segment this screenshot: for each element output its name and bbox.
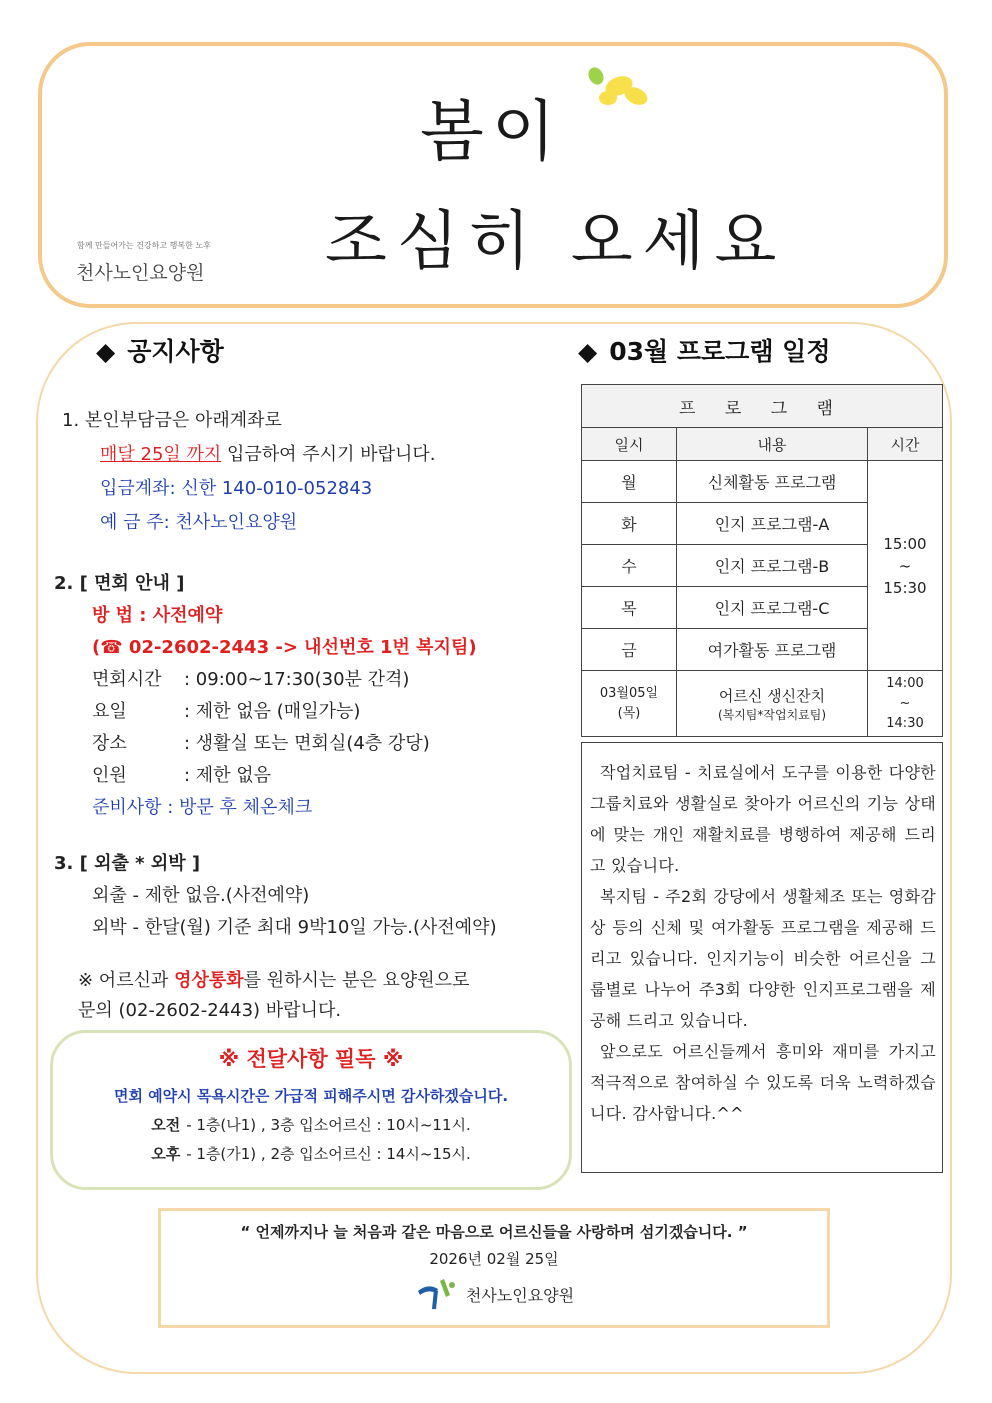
program-table-title: 프 로 그 램 xyxy=(582,385,943,428)
visit-method: 방 법 : 사전예약 xyxy=(92,605,223,626)
butterfly-icon xyxy=(584,62,654,112)
org-name: 천사노인요양원 xyxy=(76,262,205,284)
footer-logo: 천사노인요양원 xyxy=(161,1277,827,1311)
program-heading: ◆ 03월 프로그램 일정 xyxy=(578,337,831,366)
visit-row: 면회시간 : 09:00~17:30(30분 간격) xyxy=(92,669,410,690)
payment-line: 1. 본인부담금은 아래계좌로 xyxy=(62,410,282,431)
org-logo-icon xyxy=(414,1277,460,1311)
visit-phone: (☎ 02-2602-2443 -> 내선번호 1번 복지팀) xyxy=(92,637,477,658)
bath-time-pm: 오후 - 1층(가1) , 2층 입소어르신 : 14시~15시. xyxy=(151,1145,471,1163)
payment-deadline: 매달 25일 까지 입금하여 주시기 바랍니다. xyxy=(100,444,436,465)
program-table xyxy=(581,384,943,737)
delivery-notice-box xyxy=(50,1030,572,1190)
banner-title-line2: 조심히 오세요 xyxy=(325,205,787,279)
visit-row: 장소 : 생활실 또는 면회실(4층 강당) xyxy=(92,733,430,754)
diamond-icon: ◆ xyxy=(96,337,116,366)
account-holder: 예 금 주: 천사노인요양원 xyxy=(100,512,298,533)
notice-heading: ◆ 공지사항 xyxy=(96,337,224,366)
footer-box xyxy=(158,1208,830,1328)
notice-item-2 xyxy=(54,568,574,824)
video-call-note: ※ 어르신과 영상통화를 원하시는 분은 요양원으로 문의 (02-2602-2443) 바랍니다. xyxy=(78,970,470,1021)
banner-title-line1: 봄이 xyxy=(420,93,564,170)
table-row: 금 여가활동 프로그램 xyxy=(582,629,943,671)
table-row: 수 인지 프로그램-B xyxy=(582,545,943,587)
outing-title: 3. [ 외출 * 외박 ] xyxy=(54,853,201,874)
col-day: 일시 xyxy=(582,428,677,461)
desc-welfare: 복지팀 - 주2회 강당에서 생활체조 또는 영화감상 등의 신체 및 여가활동 프로그램을 제공해 드리고 있습니다. 인지기능이 비슷한 어르신을 그룹별로 나누어 주3회 다양한 인지프로그램을 제공해 드리고 있습니다. xyxy=(590,887,936,1030)
col-time: 시간 xyxy=(868,428,943,461)
notice-item-3 xyxy=(54,848,574,944)
diamond-icon: ◆ xyxy=(578,337,598,366)
desc-closing: 앞으로도 어르신들께서 흥미와 재미를 가지고 적극적으로 참여하실 수 있도록 더욱 노력하겠습니다. 감사합니다.^^ xyxy=(590,1042,936,1123)
weekly-time: 15:00 ~ 15:30 xyxy=(868,461,943,671)
footer-quote: “ 언제까지나 늘 처음과 같은 마음으로 어르신들을 사랑하며 섬기겠습니다. ” xyxy=(240,1223,748,1241)
program-description xyxy=(581,742,943,1173)
table-row: 월 신체활동 프로그램 15:00 ~ 15:30 xyxy=(582,461,943,503)
table-row: 목 인지 프로그램-C xyxy=(582,587,943,629)
bank-account: 입금계좌: 신한 140-010-052843 xyxy=(100,478,373,499)
delivery-title: ※ 전달사항 필독 ※ xyxy=(218,1047,404,1071)
visit-row: 요일 : 제한 없음 (매일가능) xyxy=(92,701,361,722)
org-slogan: 함께 만들어가는 건강하고 행복한 노후 xyxy=(77,241,211,250)
visit-preparation: 준비사항 : 방문 후 체온체크 xyxy=(92,797,313,818)
overnight-rule: 외박 - 한달(월) 기준 최대 9박10일 가능.(사전예약) xyxy=(92,917,497,938)
bath-time-am: 오전 - 1층(나1) , 3층 입소어르신 : 10시~11시. xyxy=(151,1116,471,1134)
special-event-row: 03월05일 (목) 어르신 생신잔치 (복지팀*작업치료팀) 14:00 ~ 14:30 xyxy=(582,671,943,737)
col-content: 내용 xyxy=(677,428,868,461)
outing-rule: 외출 - 제한 없음.(사전예약) xyxy=(92,885,310,906)
desc-occupational: 작업치료팀 - 치료실에서 도구를 이용한 다양한 그룹치료와 생활실로 찾아가 어르신의 기능 상태에 맞는 개인 재활치료를 병행하여 제공해 드리고 있습니다. xyxy=(590,763,936,875)
visit-guide-title: 2. [ 면회 안내 ] xyxy=(54,573,185,594)
footer-date: 2026년 02월 25일 xyxy=(429,1250,559,1268)
visit-row: 인원 : 제한 없음 xyxy=(92,765,272,786)
delivery-message: 면회 예약시 목욕시간은 가급적 피해주시면 감사하겠습니다. xyxy=(113,1087,509,1105)
table-row: 화 인지 프로그램-A xyxy=(582,503,943,545)
notice-item-1 xyxy=(62,404,562,540)
